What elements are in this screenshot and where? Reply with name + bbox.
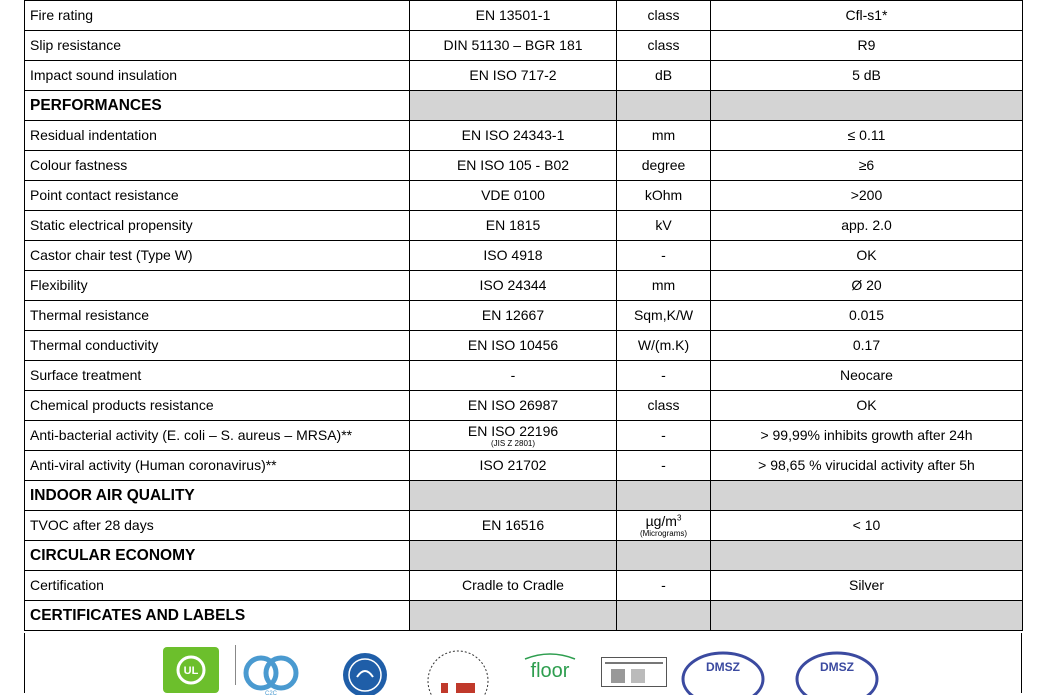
section-header-row (25, 541, 1023, 571)
unit-cell (617, 181, 711, 211)
standard-cell (410, 391, 617, 421)
section-title: CIRCULAR ECONOMY (25, 541, 410, 571)
property-cell (25, 511, 410, 541)
standard-text: EN ISO 10456 (467, 337, 559, 353)
standard-cell (410, 181, 617, 211)
standard-cell (410, 31, 617, 61)
unit-cell (617, 241, 711, 271)
certificates-logo-strip (24, 633, 1022, 693)
unit-cell (617, 1, 711, 31)
table-row (25, 151, 1023, 181)
section-title: CERTIFICATES AND LABELS (25, 601, 410, 631)
property-text: Point contact resistance (30, 187, 179, 203)
property-text: Residual indentation (30, 127, 157, 143)
section-title: PERFORMANCES (25, 91, 410, 121)
value-text: ≤ 0.11 (847, 127, 886, 143)
value-cell (711, 361, 1023, 391)
value-cell (711, 451, 1023, 481)
standard-text: EN ISO 22196 (467, 422, 559, 439)
unit-text: W/(m.K) (637, 337, 690, 353)
unit-cell (617, 361, 711, 391)
table-row (25, 61, 1023, 91)
unit-cell (617, 301, 711, 331)
property-text: Static electrical propensity (30, 217, 193, 233)
standard-text: EN 1815 (485, 217, 541, 233)
standard-cell (410, 151, 617, 181)
property-text: Fire rating (30, 7, 94, 23)
dmsz-logo-2 (795, 649, 879, 695)
section-filler-cell (410, 541, 617, 571)
table-row (25, 451, 1023, 481)
table-row (25, 391, 1023, 421)
section-filler-cell (410, 481, 617, 511)
standard-text: EN ISO 24343-1 (461, 127, 565, 143)
unit-superscript: 3 (676, 512, 682, 522)
value-cell (711, 571, 1023, 601)
value-text: Silver (848, 577, 884, 593)
section-filler-cell (410, 601, 617, 631)
section-header-row (25, 481, 1023, 511)
standard-cell (410, 211, 617, 241)
property-cell (25, 331, 410, 361)
unit-text: kOhm (644, 187, 683, 203)
table-row (25, 571, 1023, 601)
unit-subtext: (Micrograms) (639, 528, 688, 538)
section-header-row (25, 601, 1023, 631)
section-filler-cell (711, 481, 1023, 511)
standard-cell (410, 331, 617, 361)
value-cell (711, 181, 1023, 211)
property-cell (25, 1, 410, 31)
property-text: Certification (30, 577, 104, 593)
property-cell (25, 181, 410, 211)
specifications-table (24, 0, 1023, 631)
section-title: INDOOR AIR QUALITY (25, 481, 410, 511)
property-text: Flexibility (30, 277, 88, 293)
dmsz-logo-1 (681, 649, 765, 695)
value-text: Ø 20 (851, 277, 882, 293)
standard-text: ISO 21702 (479, 457, 547, 473)
table-row (25, 361, 1023, 391)
section-header-row (25, 91, 1023, 121)
value-cell (711, 271, 1023, 301)
standard-text: ISO 4918 (483, 247, 543, 263)
dmsz-logo-1-text: DMSZ (706, 660, 740, 674)
unit-cell (617, 271, 711, 301)
unit-cell (617, 121, 711, 151)
value-text: Neocare (840, 367, 893, 383)
value-cell (711, 151, 1023, 181)
property-text: Castor chair test (Type W) (30, 247, 193, 263)
unit-cell (617, 151, 711, 181)
standard-cell (410, 301, 617, 331)
standard-text: Cradle to Cradle (462, 577, 564, 593)
standard-cell (410, 571, 617, 601)
table-row (25, 271, 1023, 301)
unit-text: µg/m (645, 512, 677, 529)
unit-text: dB (654, 67, 673, 83)
property-cell (25, 31, 410, 61)
table-row (25, 1, 1023, 31)
dmsz-logo-2-text: DMSZ (820, 660, 854, 674)
property-text: TVOC after 28 days (30, 517, 154, 533)
standard-text: EN ISO 717-2 (469, 67, 557, 83)
value-cell (711, 391, 1023, 421)
technical-data-sheet (24, 0, 1022, 631)
value-cell (711, 1, 1023, 31)
section-filler-cell (711, 91, 1023, 121)
property-text: Surface treatment (30, 367, 142, 383)
unit-text: - (661, 247, 666, 263)
value-text: Cfl-s1* (845, 7, 888, 23)
table-row (25, 421, 1023, 451)
property-cell (25, 361, 410, 391)
standard-cell (410, 271, 617, 301)
table-row (25, 241, 1023, 271)
unit-text: - (661, 457, 666, 473)
unit-text: Sqm,K/W (633, 307, 694, 323)
property-cell (25, 241, 410, 271)
property-cell (25, 451, 410, 481)
property-text: Chemical products resistance (30, 397, 214, 413)
property-cell (25, 121, 410, 151)
property-cell (25, 211, 410, 241)
section-filler-cell (711, 601, 1023, 631)
value-cell (711, 211, 1023, 241)
unit-cell (617, 211, 711, 241)
table-row (25, 121, 1023, 151)
property-cell (25, 571, 410, 601)
value-cell (711, 61, 1023, 91)
standard-subtext: (JIS Z 2801) (490, 438, 535, 448)
value-text: 0.17 (852, 337, 881, 353)
emission-class-logo (421, 647, 495, 693)
value-cell (711, 421, 1023, 451)
floorscore-logo-text: floor (530, 660, 570, 682)
blue-angel-logo (339, 647, 391, 693)
table-row (25, 331, 1023, 361)
value-text: OK (856, 397, 877, 413)
unit-text: degree (641, 157, 686, 173)
value-text: app. 2.0 (841, 217, 892, 233)
unit-text: mm (651, 277, 676, 293)
unit-cell (617, 331, 711, 361)
c2c-logo-text: C2C (264, 691, 278, 695)
unit-text: - (661, 367, 666, 383)
value-text: OK (856, 247, 877, 263)
ul-logo-text: UL (183, 665, 199, 677)
standard-cell (410, 61, 617, 91)
value-cell (711, 301, 1023, 331)
section-filler-cell (617, 601, 711, 631)
value-cell (711, 121, 1023, 151)
standard-text: VDE 0100 (481, 187, 545, 203)
value-text: R9 (857, 37, 876, 53)
unit-cell (617, 61, 711, 91)
property-cell (25, 301, 410, 331)
standard-cell (410, 1, 617, 31)
property-cell (25, 391, 410, 421)
unit-cell (617, 391, 711, 421)
ul-greenguard-logo (163, 647, 219, 693)
eco-label-logo (601, 657, 667, 687)
floorscore-logo (519, 647, 581, 693)
property-cell (25, 271, 410, 301)
standard-cell (410, 241, 617, 271)
table-row (25, 511, 1023, 541)
standard-cell (410, 121, 617, 151)
property-cell (25, 61, 410, 91)
property-cell (25, 151, 410, 181)
table-row (25, 31, 1023, 61)
value-cell (711, 31, 1023, 61)
logo-divider (235, 645, 236, 685)
value-text: > 99,99% inhibits growth after 24h (760, 427, 973, 443)
section-filler-cell (617, 541, 711, 571)
value-cell (711, 331, 1023, 361)
property-text: Thermal resistance (30, 307, 150, 323)
standard-cell (410, 421, 617, 451)
unit-text: class (647, 7, 680, 23)
property-text: Thermal conductivity (30, 337, 159, 353)
value-text: >200 (850, 187, 883, 203)
standard-cell (410, 361, 617, 391)
property-text: Impact sound insulation (30, 67, 178, 83)
standard-text: ISO 24344 (479, 277, 547, 293)
unit-cell (617, 421, 711, 451)
standard-text: EN ISO 26987 (467, 397, 559, 413)
table-row (25, 211, 1023, 241)
unit-text: class (647, 37, 680, 53)
value-cell (711, 241, 1023, 271)
unit-text: kV (655, 217, 672, 233)
standard-text: EN 13501-1 (475, 7, 551, 23)
unit-cell (617, 511, 711, 541)
value-text: > 98,65 % virucidal activity after 5h (758, 457, 975, 473)
table-row (25, 181, 1023, 211)
cradle-to-cradle-logo (241, 647, 299, 693)
value-text: 5 dB (852, 67, 881, 83)
property-text: Anti-viral activity (Human coronavirus)** (30, 457, 277, 473)
unit-text: mm (651, 127, 676, 143)
value-text: ≥6 (858, 157, 875, 173)
section-filler-cell (617, 481, 711, 511)
property-text: Slip resistance (30, 37, 122, 53)
standard-text: EN 12667 (481, 307, 545, 323)
value-text: < 10 (852, 517, 881, 533)
unit-text: - (661, 427, 666, 443)
unit-cell (617, 571, 711, 601)
unit-text: - (661, 577, 666, 593)
value-cell (711, 511, 1023, 541)
table-row (25, 301, 1023, 331)
unit-cell (617, 31, 711, 61)
section-filler-cell (617, 91, 711, 121)
standard-text: EN 16516 (481, 517, 545, 533)
unit-cell (617, 451, 711, 481)
property-text: Colour fastness (30, 157, 128, 173)
standard-cell (410, 511, 617, 541)
unit-text: class (647, 397, 680, 413)
property-text: Anti-bacterial activity (E. coli – S. aureus – MRSA)** (30, 427, 353, 443)
value-text: 0.015 (848, 307, 885, 323)
standard-cell (410, 451, 617, 481)
section-filler-cell (410, 91, 617, 121)
section-filler-cell (711, 541, 1023, 571)
standard-text: DIN 51130 – BGR 181 (443, 37, 583, 53)
standard-text: - (510, 367, 516, 383)
property-cell (25, 421, 410, 451)
standard-text: EN ISO 105 - B02 (456, 157, 570, 173)
